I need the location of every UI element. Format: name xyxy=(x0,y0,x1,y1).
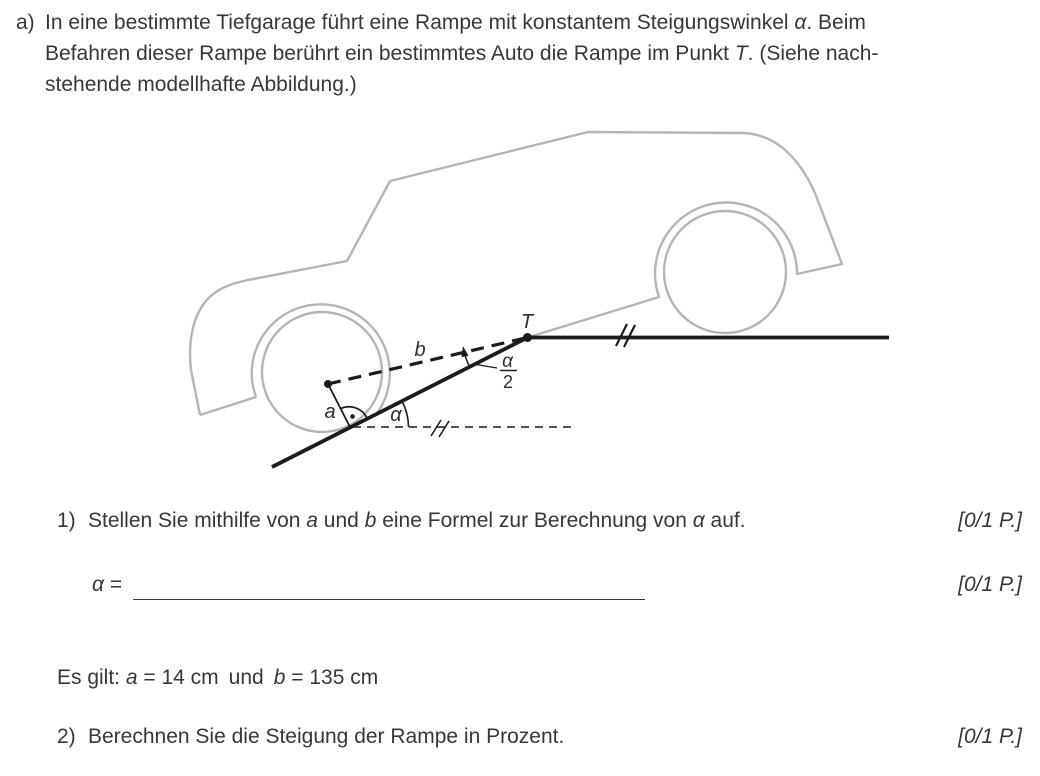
question-2-number: 2) xyxy=(57,725,76,748)
given-und-word: und xyxy=(228,666,264,689)
intro-line-3: stehende modellhafte Abbildung.) xyxy=(45,73,357,96)
given-var-a: a xyxy=(125,666,138,689)
front-wheel-arch xyxy=(252,304,390,416)
answer-blank-line[interactable] xyxy=(133,599,645,600)
answer-points-badge: [0/1 P.] xyxy=(958,573,1022,596)
answer-var-alpha: α xyxy=(92,573,104,596)
question-2-text: Berechnen Sie die Steigung der Rampe in Prozent. xyxy=(88,725,565,748)
q1-text-part: und xyxy=(317,509,365,532)
given-text-part: = 14 cm xyxy=(137,666,219,689)
car-body-outline xyxy=(190,132,842,415)
answer-expression xyxy=(92,573,122,597)
question-2-points-badge: [0/1 P.] xyxy=(958,725,1022,748)
given-var-b: b xyxy=(273,666,286,689)
alpha-variable: α xyxy=(794,11,807,34)
tangent-line-b xyxy=(328,338,528,385)
q1-text-part: eine Formel zur Berechnung von xyxy=(376,509,693,532)
label-half-angle-denominator: 2 xyxy=(502,372,514,392)
given-text-part: = 135 cm xyxy=(285,666,379,689)
wheel-center-dot xyxy=(324,380,332,388)
alpha-angle-arc xyxy=(402,401,409,427)
label-point-T: T xyxy=(520,311,534,333)
q1-var-a: a xyxy=(306,509,318,532)
right-angle-dot xyxy=(350,414,355,419)
question-1-text xyxy=(88,509,746,533)
answer-equals-sign: = xyxy=(103,573,123,596)
point-T-dot xyxy=(523,333,532,342)
question-1-points-badge: [0/1 P.] xyxy=(958,509,1022,532)
q1-text-part: auf. xyxy=(704,509,746,532)
intro-line-1-text: In eine bestimmte Tiefgarage führt eine Rampe mit konstantem Steigungswinkel xyxy=(45,11,795,34)
part-a-label: a) xyxy=(16,11,35,34)
question-2-row xyxy=(0,725,1040,753)
q1-var-b: b xyxy=(364,509,377,532)
front-underside-line xyxy=(200,397,256,415)
rear-tire xyxy=(664,211,786,333)
given-values-row xyxy=(0,666,1040,694)
label-segment-b: b xyxy=(414,339,426,361)
question-1-number: 1) xyxy=(57,509,76,532)
question-1-row xyxy=(0,509,1040,537)
answer-row xyxy=(0,573,1040,601)
point-T-variable: T xyxy=(734,42,748,65)
given-text-part: Es gilt: xyxy=(57,666,126,689)
half-angle-arrowhead-icon xyxy=(461,346,468,357)
label-angle-alpha: α xyxy=(390,404,402,426)
ground-parallel-tick-icon xyxy=(616,324,635,347)
intro-line-1-tail: . Beim xyxy=(806,11,866,34)
horizontal-parallel-tick-icon xyxy=(431,420,449,437)
given-values-text xyxy=(57,666,378,690)
label-half-angle-numerator: α xyxy=(502,351,513,372)
intro-line-2-tail: . (Siehe nach- xyxy=(747,42,879,65)
label-segment-a: a xyxy=(324,401,336,423)
q1-var-alpha: α xyxy=(692,509,705,532)
ramp-line xyxy=(272,338,528,468)
q1-text-part: Stellen Sie mithilfe von xyxy=(88,509,307,532)
intro-line-2-text: Befahren dieser Rampe berührt ein bestimmtes Auto die Rampe im Punkt xyxy=(45,42,735,65)
half-angle-leader-line xyxy=(473,364,497,368)
